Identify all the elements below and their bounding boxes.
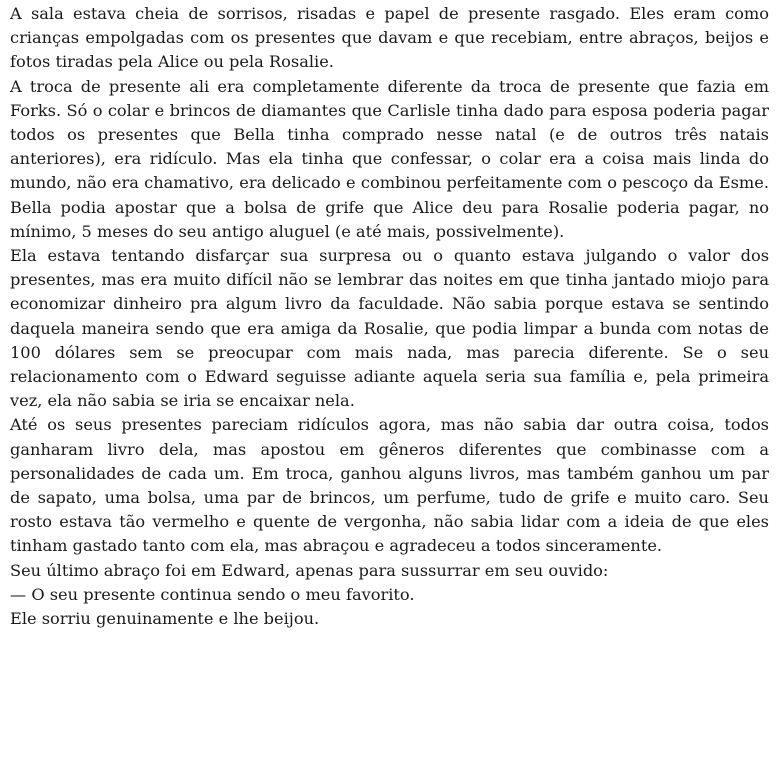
story-paragraph-2: A troca de presente ali era completamente diferente da troca de presente que fazia em Forks. Só o colar e brincos de diamantes que Carlisle tinha dado para esposa poderia pagar todos os presentes que Bella tinha comprado nesse natal (e de outros três natais anteriores), era ridículo. Mas ela tinha que confessar, o colar era a coisa mais linda do mundo, não era chamativo, era delicado e combinou perfeitamente com o pescoço da Esme. Bella podia apostar que a bolsa de grife que Alice deu para Rosalie poderia pagar, no mínimo, 5 meses do seu antigo aluguel (e até mais, possivelmente). (10, 76, 769, 241)
story-paragraph-1: A sala estava cheia de sorrisos, risadas e papel de presente rasgado. Eles eram como crianças empolgadas com os presentes que davam e que recebiam, entre abraços, beijos e fotos tiradas pela Alice ou pela Rosalie. (10, 4, 769, 72)
dialogue-line: — O seu presente continua sendo o meu favorito. (10, 584, 415, 604)
story-paragraph-4: Até os seus presentes pareciam ridículos agora, mas não sabia dar outra coisa, todos ganharam livro dela, mas apostou em gêneros diferentes que combinasse com a personalidades de cada um. Em troca, ganhou alguns livros, mas também ganhou um par de sapato, uma bolsa, uma par de brincos, um perfume, tudo de grife e muito caro. Seu rosto estava tão vermelho e quente de vergonha, não sabia lidar com a ideia de que eles tinham gastado tanto com ela, mas abraçou e agradeceu a todos sinceramente. (10, 415, 769, 556)
story-paragraph-7: Ele sorriu genuinamente e lhe beijou. (10, 609, 320, 629)
story-paragraph-5: Seu último abraço foi em Edward, apenas para sussurrar em seu ouvido: (10, 560, 609, 580)
story-paragraph-3: Ela estava tentando disfarçar sua surpresa ou o quanto estava julgando o valor dos presentes, mas era muito difícil não se lembrar das noites em que tinha jantado miojo para economizar dinheiro pra algum livro da faculdade. Não sabia porque estava se sentindo daquela maneira sendo que era amiga da Rosalie, que podia limpar a bunda com notas de 100 dólares sem se preocupar com mais nada, mas parecia diferente. Se o seu relacionamento com o Edward seguisse adiante aquela seria sua família e, pela primeira vez, ela não sabia se iria se encaixar nela. (10, 246, 769, 411)
